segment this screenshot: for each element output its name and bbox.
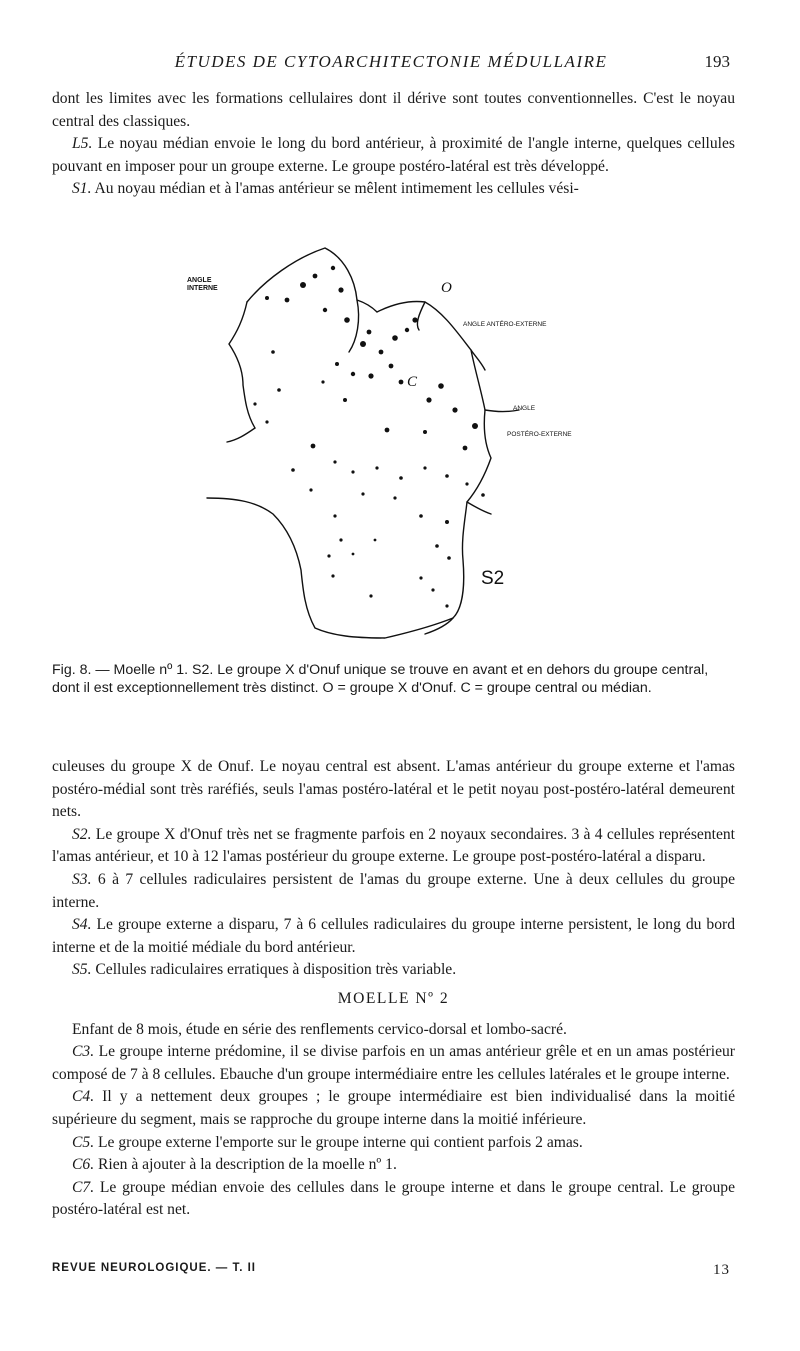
segment-label: C6.	[72, 1156, 95, 1174]
running-header	[52, 52, 730, 76]
paragraph-text: 6 à 7 cellules radiculaires persistent de l'amas du groupe externe. Une à deux cellules du groupe interne.	[52, 870, 735, 911]
segment-label: S3.	[72, 870, 92, 888]
paragraph-text: Le groupe interne prédomine, il se divise parfois en un amas antérieur grêle et en un amas postérieur composé de 7 à 8 cellules. Ebauche d'un groupe intermédiaire entre les cellules latérales et le groupe interne.	[52, 1043, 735, 1083]
segment-label: S5.	[72, 961, 92, 979]
paragraph-text: Cellules radiculaires erratiques à disposition très variable.	[91, 961, 457, 979]
paragraph	[52, 1177, 735, 1222]
label-angle-postero-externe: ANGLE	[513, 405, 536, 412]
label-angle-interne: ANGLE	[187, 277, 212, 284]
segment-label: C4.	[72, 1088, 95, 1106]
segment-label: L5.	[72, 135, 93, 153]
segment-label: S2.	[72, 825, 92, 843]
section-heading: MOELLE Nº 2	[337, 989, 450, 1007]
paragraph	[52, 1132, 735, 1155]
text-block-top	[52, 88, 735, 201]
paragraph-text: Il y a nettement deux groupes ; le groupe intermédiaire est bien individualisé dans la moitié supérieure du segment, mais se rapproche du groupe interne dans la moitié inférieure.	[52, 1088, 735, 1128]
paragraph-text: Le groupe X d'Onuf très net se fragmente parfois en 2 noyaux secondaires. 3 à 4 cellules représentent l'amas antérieur, et 10 à 12 l'amas postérieur du groupe externe. Le groupe post-postéro-latéral a disparu.	[52, 825, 735, 866]
figure-drawing	[185, 240, 615, 650]
paragraph	[52, 824, 735, 869]
paragraph	[52, 869, 735, 914]
paragraph	[52, 1154, 735, 1177]
paragraph: culeuses du groupe X de Onuf. Le noyau central est absent. L'amas antérieur du groupe externe et l'amas postéro-médial sont très raréfiés, seuls l'amas postéro-latéral et le petit noyau post-postéro-latéral demeurent nets.	[52, 758, 735, 821]
paragraph: Enfant de 8 mois, étude en série des renflements cervico-dorsal et lombo-sacré.	[72, 1020, 567, 1038]
paragraph-text: Au noyau médian et à l'amas antérieur se mêlent intimement les cellules vési-	[91, 180, 579, 198]
label-angle-postero-externe-2: POSTÉRO-EXTERNE	[507, 431, 572, 438]
running-title: ÉTUDES DE CYTOARCHITECTONIE MÉDULLAIRE	[174, 52, 608, 71]
journal-signature: REVUE NEUROLOGIQUE. — T. II	[52, 1262, 256, 1274]
paragraph	[52, 914, 735, 959]
section-outline	[207, 248, 519, 638]
label-angle-interne-2: INTERNE	[187, 285, 218, 292]
segment-label: S4.	[72, 916, 92, 934]
label-group-o: O	[441, 280, 452, 296]
paragraph	[52, 1041, 735, 1086]
text-block-bottom	[52, 756, 735, 1222]
page-number: 193	[704, 52, 730, 71]
paragraph	[52, 178, 735, 201]
paragraph	[52, 133, 735, 178]
segment-label: C7.	[72, 1178, 95, 1196]
segment-label: C5.	[72, 1133, 95, 1151]
cell-marks	[253, 266, 484, 608]
figure-caption: Fig. 8. — Moelle nº 1. S2. Le groupe X d'Onuf unique se trouve en avant et en dehors du groupe central, dont il est exceptionnellement très distinct. O = groupe X d'Onuf. C = groupe central ou médian.	[52, 662, 709, 696]
sheet-number: 13	[713, 1262, 730, 1278]
segment-label: S1.	[72, 180, 92, 198]
paragraph	[52, 1086, 735, 1131]
paragraph-text: Le groupe externe a disparu, 7 à 6 cellules radiculaires du groupe interne persistent, le long du bord interne et de la moitié médiale du bord antérieur.	[52, 916, 735, 956]
figure-spinal-section	[185, 240, 615, 650]
paragraph: dont les limites avec les formations cellulaires dont il dérive sont toutes conventionnelles. C'est le noyau central des classiques.	[52, 90, 735, 130]
label-group-c: C	[407, 374, 418, 390]
paragraph-text: Le groupe externe l'emporte sur le groupe interne qui contient parfois 2 amas.	[94, 1133, 583, 1151]
paragraph-text: Rien à ajouter à la description de la moelle nº 1.	[94, 1156, 397, 1174]
running-footer	[52, 1262, 730, 1282]
paragraph	[52, 959, 735, 982]
figure-labels	[187, 277, 572, 589]
paragraph-text: Le noyau médian envoie le long du bord antérieur, à proximité de l'angle interne, quelques cellules pouvant en imposer pour un groupe externe. Le groupe postéro-latéral est très développé.	[52, 135, 735, 175]
label-segment-s2: S2	[481, 568, 505, 589]
paragraph-text: Le groupe médian envoie des cellules dans le groupe interne et dans le groupe central. Le groupe postéro-latéral est net.	[52, 1178, 735, 1219]
label-angle-antero-externe: ANGLE ANTÉRO-EXTERNE	[463, 321, 547, 328]
segment-label: C3.	[72, 1043, 95, 1061]
